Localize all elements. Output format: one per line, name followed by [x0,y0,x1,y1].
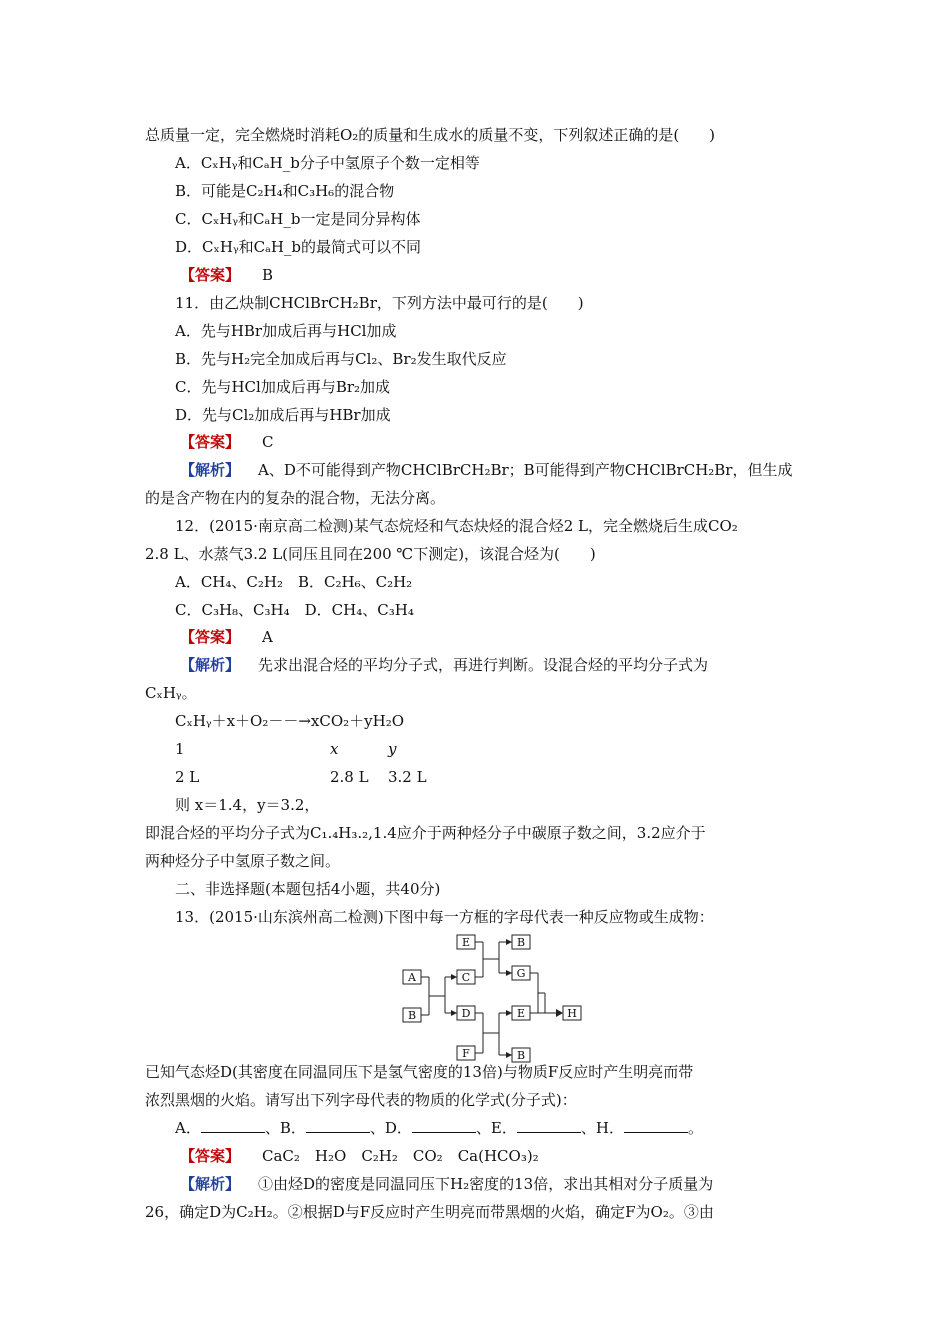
q13-analysis-line-1 [180,1174,713,1194]
q12-options-row-1: A．CH₄、C₂H₂ B．C₂H₆、C₂H₂ [175,573,413,591]
arrow-to-g [506,970,512,976]
answer-value: A [262,628,273,646]
label-e-top: E [461,936,471,949]
analysis-text: 先求出混合烃的平均分子式，再进行判断。设混合烃的平均分子式为 [258,656,709,674]
q13-desc-line-2: 浓烈黑烟的火焰。请写出下列字母代表的物质的化学式(分子式)： [145,1091,577,1109]
fill-label-d: 、D． [369,1119,412,1137]
answer-label: 【答案】 [180,433,241,451]
ratio-row-1-cell-3: y [388,740,397,758]
ratio-row-2-cell-1: 2 L [175,768,200,786]
answer-label: 【答案】 [180,1147,241,1165]
q10-option-b: B．可能是C₂H₄和C₃H₆的混合物 [175,182,395,200]
q13-fill-blanks [175,1118,703,1138]
label-g: G [516,967,526,980]
fill-label-e: 、E． [475,1119,517,1137]
blank-b [306,1118,370,1133]
q11-analysis-line-1 [180,460,792,480]
ratio-row-1-cell-2: x [330,740,339,758]
q12-result: 则 x＝1.4，y＝3.2， [175,796,320,814]
analysis-label: 【解析】 [180,1175,241,1193]
q13-stem: 13．(2015·山东滨州高二检测)下图中每一方框的字母代表一种反应物或生成物： [175,908,714,926]
answer-label: 【答案】 [180,628,241,646]
label-b-left: B [407,1009,417,1022]
q11-analysis-line-2: 的是含产物在内的复杂的混合物，无法分离。 [145,489,446,507]
q11-option-b: B．先与H₂完全加成后再与Cl₂、Br₂发生取代反应 [175,350,507,368]
intro-line: 总质量一定，完全燃烧时消耗O₂的质量和生成水的质量不变，下列叙述正确的是( ) [145,126,716,144]
answer-value: CaC₂ H₂O C₂H₂ CO₂ Ca(HCO₃)₂ [262,1147,539,1165]
arrow-to-h [556,1009,563,1017]
answer-value: C [262,433,274,451]
q11-stem: 11．由乙炔制CHClBrCH₂Br，下列方法中最可行的是( ) [175,294,584,312]
fill-label-b: 、B． [264,1119,306,1137]
fill-label-a: A． [175,1119,201,1137]
label-c: C [461,971,471,984]
arrow-to-d [451,1010,457,1016]
label-f: F [462,1047,470,1060]
q13-desc-line-1: 已知气态烃D(其密度在同温同压下是氢气密度的13倍)与物质F反应时产生明亮而带 [145,1063,694,1081]
blank-d [412,1118,476,1133]
ratio-row-1-cell-1: 1 [175,740,185,758]
q11-option-c: C．先与HCl加成后再与Br₂加成 [175,378,391,396]
q13-analysis-line-2: 26，确定D为C₂H₂。②根据D与F反应时产生明亮而带黑烟的火焰，确定F为O₂。③由 [145,1203,714,1221]
analysis-text: ①由烃D的密度是同温同压下H₂密度的13倍，求出其相对分子质量为 [258,1175,714,1193]
label-a: A [408,971,416,984]
q12-conclusion-line-1: 即混合烃的平均分子式为C₁.₄H₃.₂,1.4应介于两种烃分子中碳原子数之间，3.2应介于 [145,824,706,842]
arrow-to-b-top [506,939,512,945]
arrow-to-b-bottom [506,1052,512,1058]
q12-answer [180,627,273,647]
q10-option-a: A．CₓHᵧ和CₐH_b分子中氢原子个数一定相等 [175,154,480,172]
label-e-mid: E [516,1007,526,1020]
answer-label: 【答案】 [180,266,241,284]
q11-option-d: D．先与Cl₂加成后再与HBr加成 [175,406,391,424]
blank-e [517,1118,581,1133]
q10-option-d: D．CₓHᵧ和CₐH_b的最简式可以不同 [175,238,422,256]
q12-stem-line-1: 12．(2015·南京高二检测)某气态烷烃和气态炔烃的混合烃2 L，完全燃烧后生成CO₂ [175,517,738,535]
q11-option-a: A．先与HBr加成后再与HCl加成 [175,322,397,340]
arrow-to-c [451,974,457,980]
label-b-top: B [516,936,526,949]
q10-answer [180,265,273,285]
answer-value: B [262,266,274,284]
blank-a [201,1118,265,1133]
analysis-label: 【解析】 [180,461,241,479]
ratio-row-2-cell-2: 2.8 L [330,768,369,786]
section-heading: 二、非选择题(本题包括4小题，共40分) [175,880,441,898]
q12-analysis-line-1 [180,655,708,675]
q12-options-row-2: C．C₃H₈、C₃H₄ D．CH₄、C₃H₄ [175,601,414,619]
ratio-row-2-cell-3: 3.2 L [388,768,427,786]
fill-end: 。 [687,1119,703,1137]
arrow-to-e-mid [506,1010,512,1016]
q13-answer [180,1146,539,1166]
q12-conclusion-line-2: 两种烃分子中氢原子数之间。 [145,852,341,870]
q12-equation: CₓHᵧ＋x＋O₂－－→xCO₂＋yH₂O [175,712,405,730]
q12-analysis-line-2: CₓHᵧ。 [145,684,197,702]
q11-answer [180,432,274,452]
analysis-text: A、D不可能得到产物CHClBrCH₂Br；B可能得到产物CHClBrCH₂Br，但生成 [258,461,793,479]
label-d: D [461,1007,471,1020]
label-h: H [567,1007,577,1020]
label-b-bottom: B [516,1049,526,1062]
blank-h [624,1118,688,1133]
analysis-label: 【解析】 [180,656,241,674]
q12-stem-line-2: 2.8 L、水蒸气3.2 L(同压且同在200 ℃下测定)，该混合烃为( ) [145,545,596,563]
fill-label-h: 、H． [580,1119,624,1137]
q10-option-c: C．CₓHᵧ和CₐH_b一定是同分异构体 [175,210,421,228]
